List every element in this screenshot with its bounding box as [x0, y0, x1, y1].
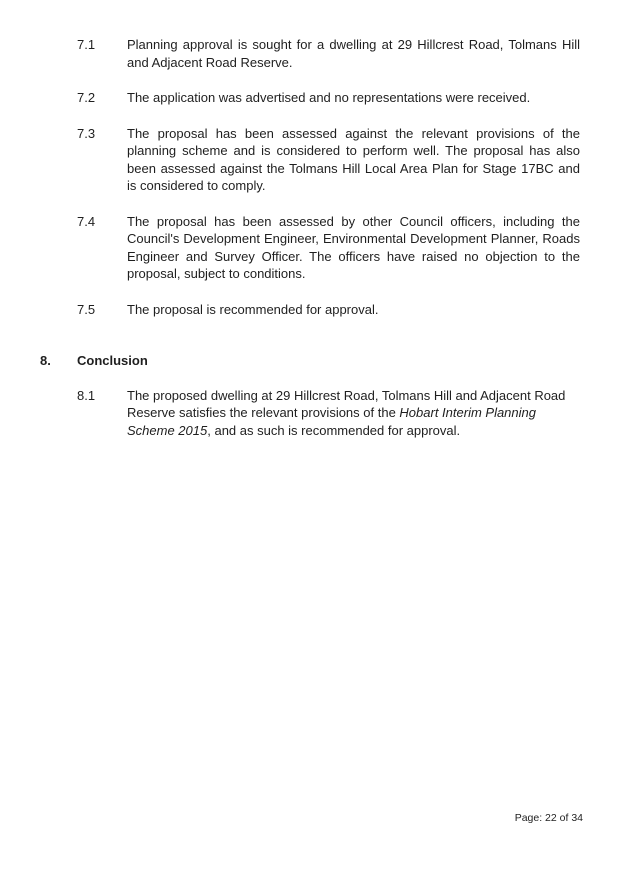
document-page [0, 0, 622, 439]
item-text: The application was advertised and no representations were received. [127, 90, 531, 105]
item-text-before: The proposed dwelling at 29 Hillcrest Road, Tolmans Hill and Adjacent Road Reserve satisfies the relevant provisions of the [127, 387, 566, 420]
list-item-7-3 [77, 125, 622, 195]
item-number: 7.5 [77, 301, 96, 317]
item-text-italic: Hobart Interim Planning Scheme 2015 [127, 405, 536, 438]
item-text-after: , and as such is recommended for approval. [207, 422, 461, 438]
item-number: 7.1 [77, 37, 96, 52]
section-heading-conclusion [40, 352, 622, 370]
list-item-7-4 [77, 213, 622, 283]
item-text: Planning approval is sought for a dwelling at 29 Hillcrest Road, Tolmans Hill and Adjacent Road Reserve. [127, 37, 580, 70]
page-number: Page: 22 of 34 [514, 812, 583, 824]
item-number: 7.2 [77, 90, 96, 105]
section-title: Conclusion [77, 353, 148, 368]
item-text: The proposal is recommended for approval. [127, 301, 379, 317]
item-number: 7.4 [77, 213, 96, 229]
list-item-7-5 [77, 301, 622, 319]
list-item-8-1 [77, 387, 622, 440]
item-text: The proposal has been assessed by other Council officers, including the Council's Development Engineer, Environmental Development Planner, Roads Engineer and Survey Officer. The officers have raised no objection to the proposal, subject to conditions. [127, 213, 580, 281]
list-item-7-2 [77, 89, 622, 107]
item-text: The proposal has been assessed against the relevant provisions of the planning scheme and is considered to perform well. The proposal has also been assessed against the Tolmans Hill Local Area Plan for Stage 17BC and is considered to comply. [127, 125, 580, 193]
item-text [127, 387, 580, 440]
section-number: 8. [40, 353, 51, 368]
item-number: 7.3 [77, 125, 96, 141]
list-item-7-1 [77, 36, 622, 71]
item-number: 8.1 [77, 387, 96, 403]
